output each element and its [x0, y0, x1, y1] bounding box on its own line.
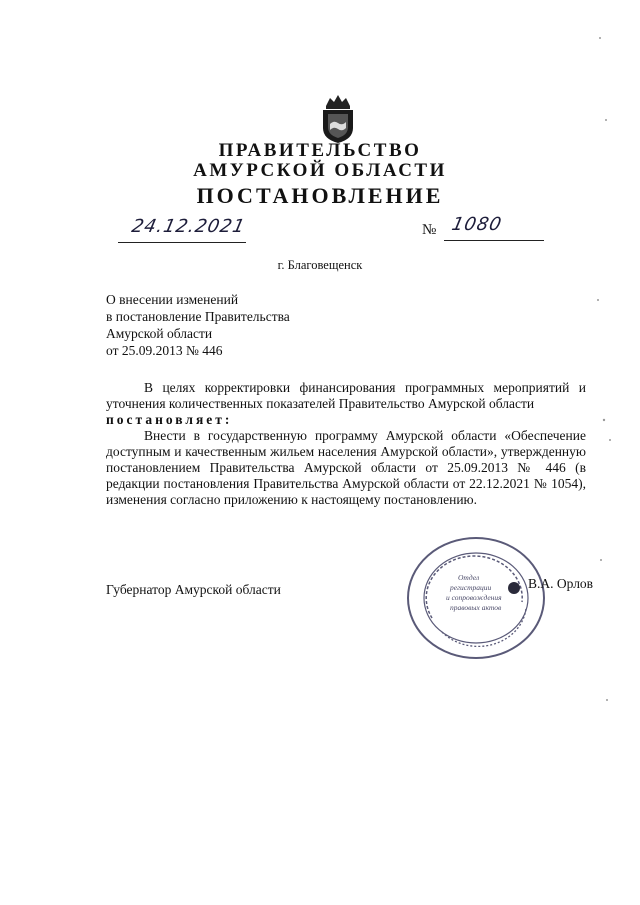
subject-line: в постановление Правительства — [106, 309, 290, 324]
stamp-center-line: Отдел — [458, 573, 480, 582]
signatory-name: В.А. Орлов — [528, 576, 594, 591]
document-type-title: ПОСТАНОВЛЕНИЕ — [196, 183, 444, 208]
subject-line: от 25.09.2013 № 446 — [106, 343, 223, 358]
subject-block — [106, 291, 290, 359]
stamp-center-line: регистрации — [450, 583, 492, 592]
coat-of-arms-emblem — [318, 92, 358, 144]
body-text — [106, 380, 586, 508]
subject-line: О внесении изменений — [106, 292, 239, 307]
number-label: № — [422, 222, 437, 238]
city-label: г. Благовещенск — [277, 258, 363, 272]
stamp-center-line: и сопровождения — [446, 593, 502, 602]
scan-edge-marks — [592, 0, 640, 905]
government-name-line1: ПРАВИТЕЛЬСТВО — [218, 140, 422, 161]
stamp-center-line: правовых актов — [450, 603, 502, 612]
preamble-paragraph: В целях корректировки финансирования программных мероприятий и уточнения количественных показателей Правительство Амурской области — [106, 380, 586, 411]
handwritten-number: 1080 — [449, 214, 505, 235]
official-stamp — [402, 532, 550, 662]
handwritten-date: 24.12.2021 — [129, 216, 248, 237]
resolves-word: постановляет: — [106, 412, 233, 427]
government-name-line2: АМУРСКОЙ ОБЛАСТИ — [193, 160, 447, 181]
clause-paragraph: Внести в государственную программу Амурской области «Обеспечение доступным и качественным жильем населения Амурской области», утвержденную постановлением Правительства Амурской области от 25.09.2013 № 446 (в редакции постановления Правительства Амурской области от 22.12.2021 № 1054), изменения согласно приложению к настоящему постановлению. — [106, 428, 586, 507]
signatory-position: Губернатор Амурской области — [106, 582, 281, 597]
subject-line: Амурской области — [106, 326, 213, 341]
